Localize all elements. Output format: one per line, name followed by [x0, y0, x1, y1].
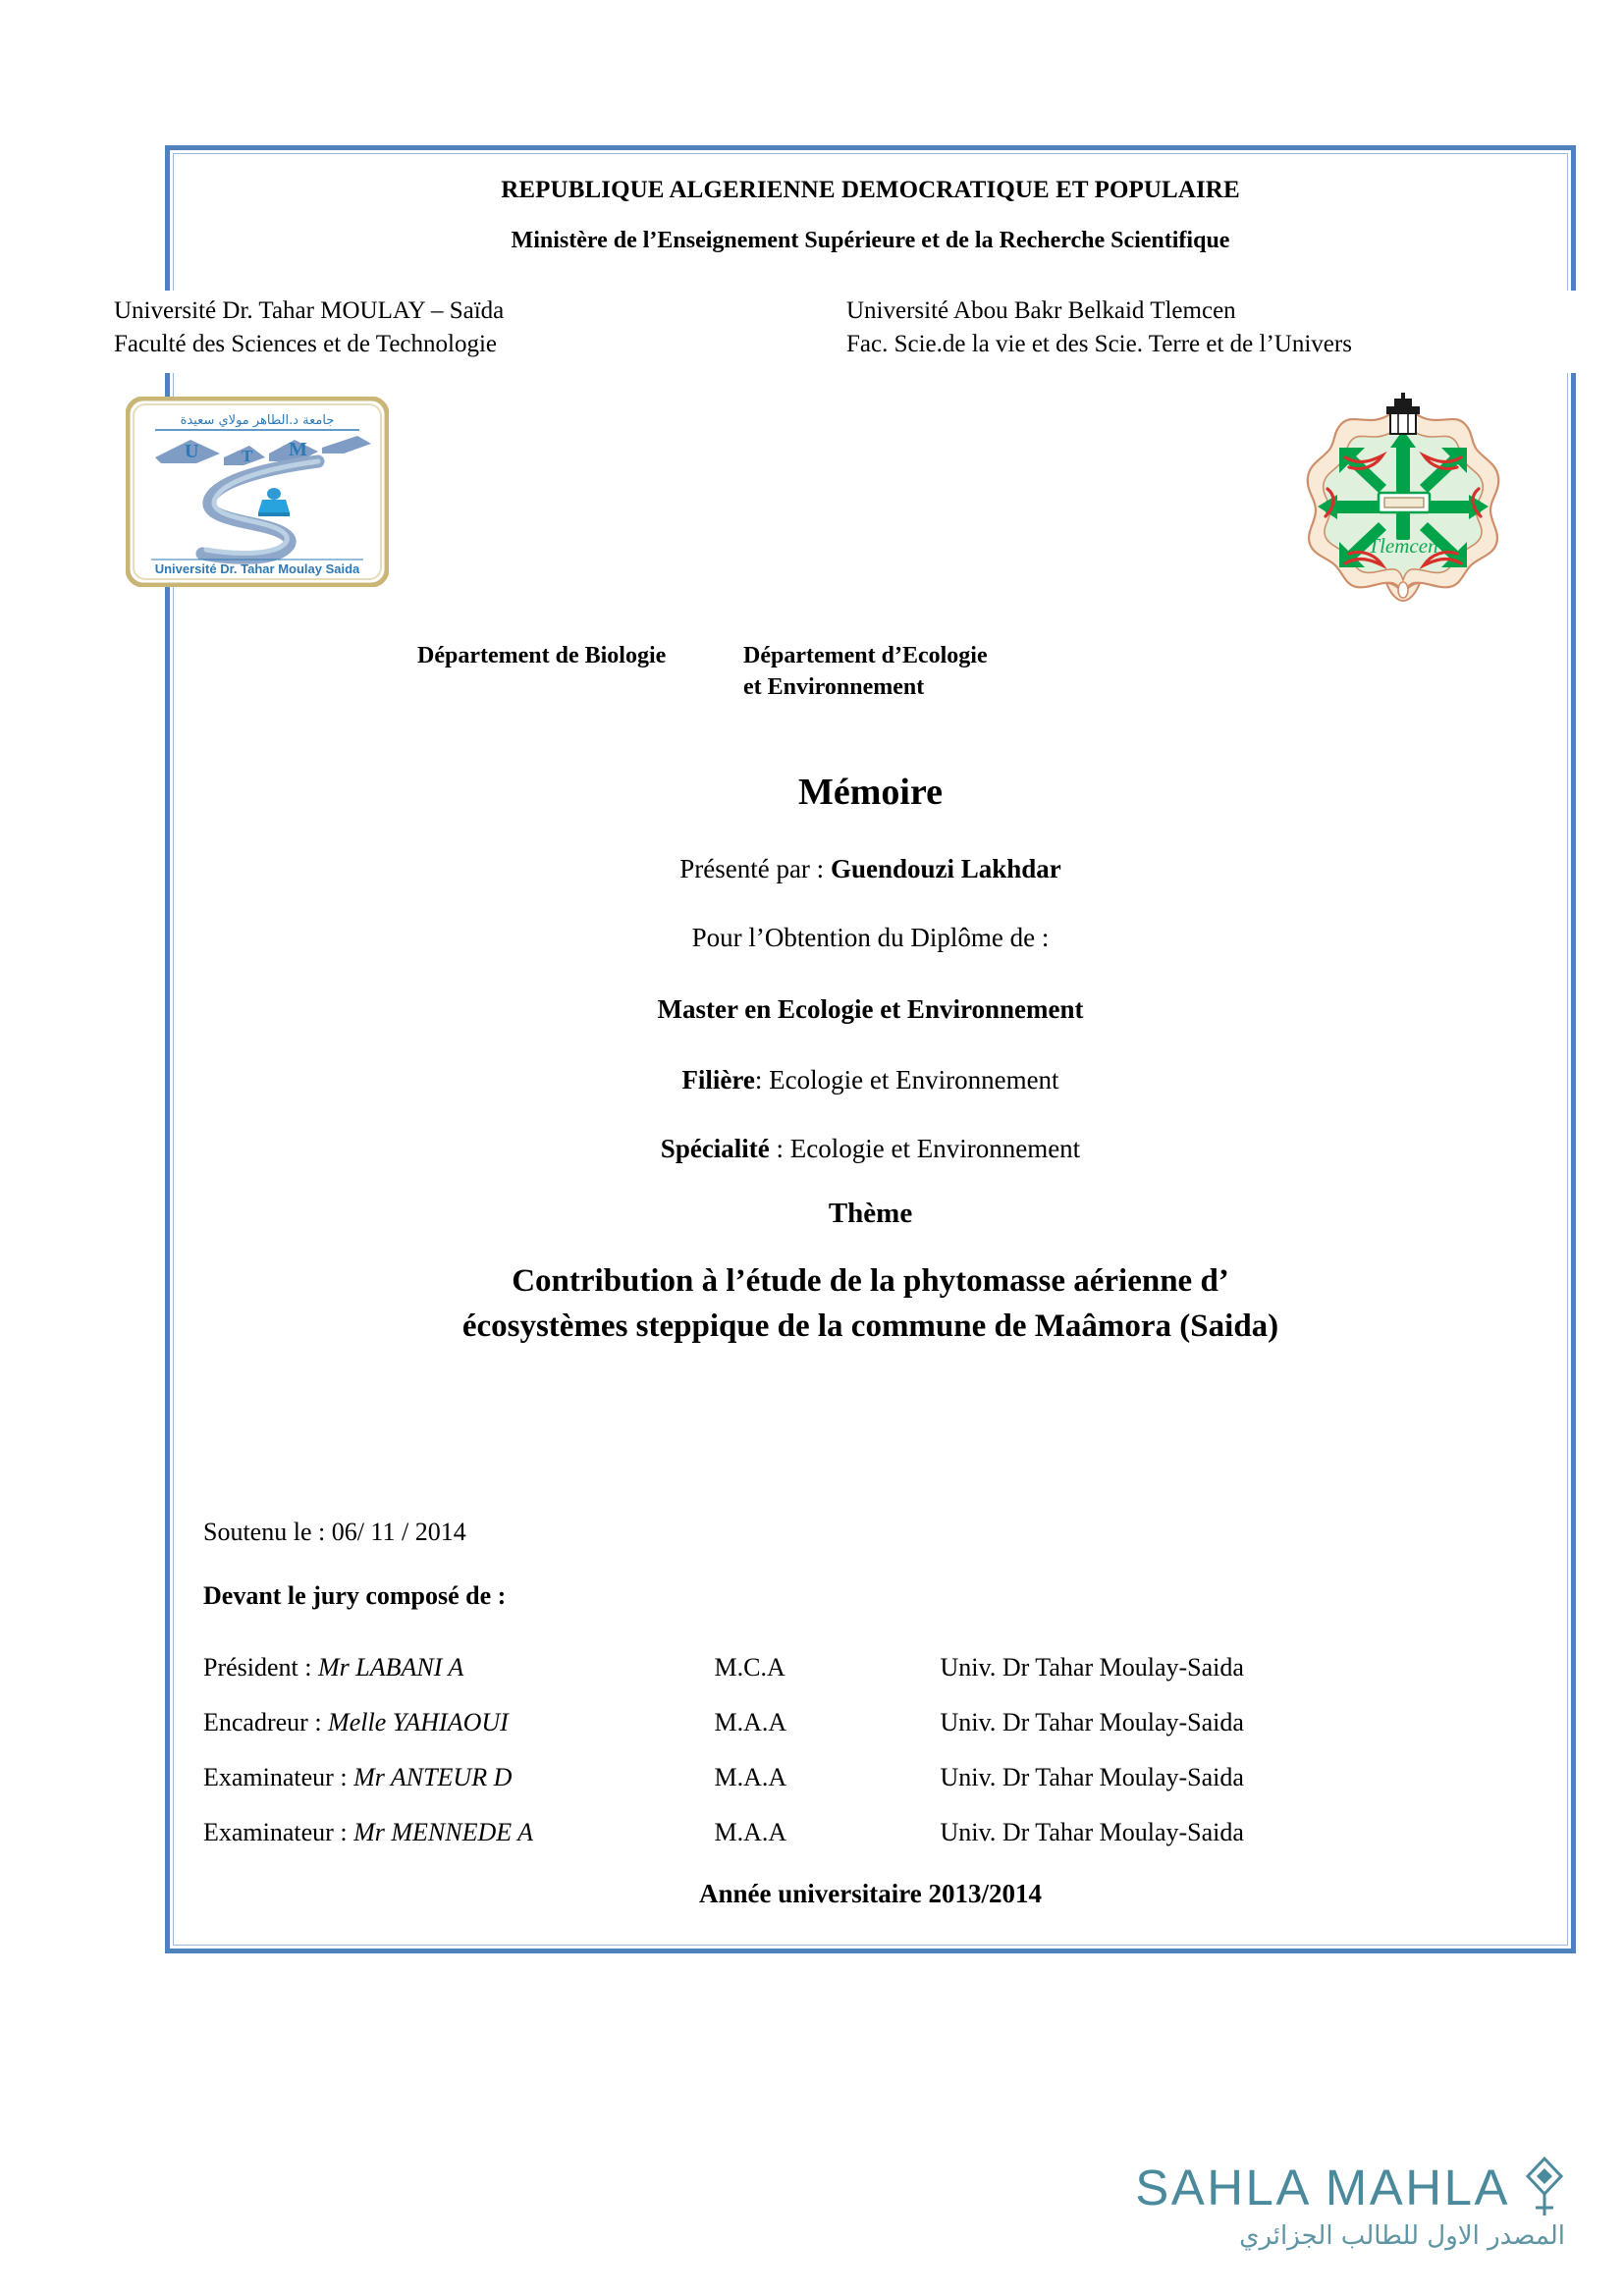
filiere-value: : Ecologie et Environnement — [754, 1064, 1059, 1095]
table-row — [203, 1805, 1558, 1860]
jury-role-cell — [203, 1640, 715, 1695]
filiere-label: Filière — [681, 1064, 755, 1095]
svg-text:M: M — [289, 439, 307, 460]
specialite-label: Spécialité — [660, 1134, 770, 1164]
jury-heading: Devant le jury composé de : — [203, 1581, 507, 1611]
tlemcen-logo-artwork — [1288, 391, 1519, 602]
presented-by-line — [174, 853, 1567, 884]
presented-by-label: Présenté par : — [679, 853, 831, 883]
table-row — [203, 1640, 1558, 1695]
svg-text:U: U — [185, 441, 199, 462]
department-biology: Département de Biologie — [417, 643, 667, 668]
specialite-value: : Ecologie et Environnement — [769, 1134, 1081, 1164]
republic-title: REPUBLIQUE ALGERIENNE DEMOCRATIQUE ET POPULAIRE — [501, 177, 1240, 203]
watermark-tagline: المصدر الاول للطالب الجزائري — [1239, 2221, 1565, 2251]
jury-grade-cell: M.A.A — [714, 1708, 787, 1737]
specialite-line — [174, 1133, 1567, 1164]
jury-affiliation-cell: Univ. Dr Tahar Moulay-Saida — [940, 1763, 1244, 1792]
ministry-subtitle: Ministère de l’Enseignement Supérieure et de la Recherche Scientifique — [511, 228, 1230, 253]
university-right — [846, 294, 1352, 361]
jury-role-label: Président : — [203, 1653, 318, 1682]
universities-row — [0, 291, 1624, 373]
filiere-line — [174, 1064, 1567, 1095]
department-ecology-line1: Département d’Ecologie — [743, 643, 988, 668]
saida-logo-artwork — [126, 397, 389, 587]
jury-grade-cell: M.A.A — [714, 1818, 787, 1847]
table-row — [203, 1695, 1558, 1750]
academic-year: Année universitaire 2013/2014 — [699, 1879, 1042, 1908]
defense-date: Soutenu le : 06/ 11 / 2014 — [203, 1518, 466, 1546]
department-ecology — [743, 640, 988, 704]
jury-role-cell — [203, 1805, 715, 1860]
svg-text:T: T — [242, 447, 253, 465]
thesis-title-line1: Contribution à l’étude de la phytomasse aérienne d’ — [512, 1262, 1229, 1299]
thesis-title — [174, 1258, 1567, 1351]
thesis-title-line2: écosystèmes steppique de la commune de Maâmora (Saida) — [461, 1308, 1279, 1345]
jury-role-cell — [203, 1750, 715, 1805]
watermark-brand: SAHLA MAHLA — [1135, 2159, 1510, 2216]
universite-tlemcen-logo — [1288, 391, 1519, 602]
universite-saida-logo — [126, 397, 389, 587]
jury-member-name: Melle YAHIAOUI — [328, 1708, 509, 1737]
university-right-line2: Fac. Scie.de la vie et des Scie. Terre et de l’Univers — [846, 330, 1352, 357]
svg-text:Université Dr. Tahar Moulay Sa: Université Dr. Tahar Moulay Saida — [154, 561, 360, 576]
sahla-mahla-watermark — [1135, 2157, 1565, 2249]
theme-label: Thème — [828, 1197, 913, 1229]
jury-grade-cell: M.C.A — [714, 1653, 785, 1682]
jury-role-label: Encadreur : — [203, 1708, 329, 1737]
university-left-line2: Faculté des Sciences et de Technologie — [114, 330, 498, 357]
department-ecology-line2: et Environnement — [743, 674, 925, 701]
departments-row — [174, 640, 1567, 748]
university-left-line1: Université Dr. Tahar MOULAY – Saïda — [114, 297, 505, 324]
svg-text:Tlemcen: Tlemcen — [1368, 534, 1438, 558]
jury-affiliation-cell: Univ. Dr Tahar Moulay-Saida — [940, 1708, 1244, 1737]
watermark-diamond-icon — [1524, 2157, 1565, 2217]
memoire-heading: Mémoire — [798, 772, 943, 813]
jury-role-label: Examinateur : — [203, 1763, 354, 1792]
university-right-line1: Université Abou Bakr Belkaid Tlemcen — [846, 297, 1236, 324]
degree-name: Master en Ecologie et Environnement — [657, 993, 1084, 1024]
jury-member-name: Mr MENNEDE A — [353, 1818, 534, 1847]
jury-member-name: Mr LABANI A — [318, 1653, 464, 1682]
jury-grade-cell: M.A.A — [714, 1763, 787, 1792]
university-left — [114, 294, 504, 361]
thesis-main-block — [174, 773, 1567, 1350]
jury-affiliation-cell: Univ. Dr Tahar Moulay-Saida — [940, 1818, 1244, 1847]
jury-role-cell — [203, 1695, 715, 1750]
svg-text:جامعة د.الطاهر مولاي سعيدة: جامعة د.الطاهر مولاي سعيدة — [180, 413, 335, 428]
jury-table — [203, 1640, 1558, 1860]
author-name: Guendouzi Lakhdar — [830, 853, 1061, 883]
jury-member-name: Mr ANTEUR D — [353, 1763, 513, 1792]
jury-block — [203, 1517, 1558, 1860]
diploma-purpose-line: Pour l’Obtention du Diplôme de : — [691, 923, 1050, 953]
jury-role-label: Examinateur : — [203, 1818, 354, 1847]
jury-affiliation-cell: Univ. Dr Tahar Moulay-Saida — [940, 1653, 1244, 1682]
watermark-brand-row — [1135, 2157, 1565, 2217]
table-row — [203, 1750, 1558, 1805]
document-header — [174, 154, 1567, 255]
